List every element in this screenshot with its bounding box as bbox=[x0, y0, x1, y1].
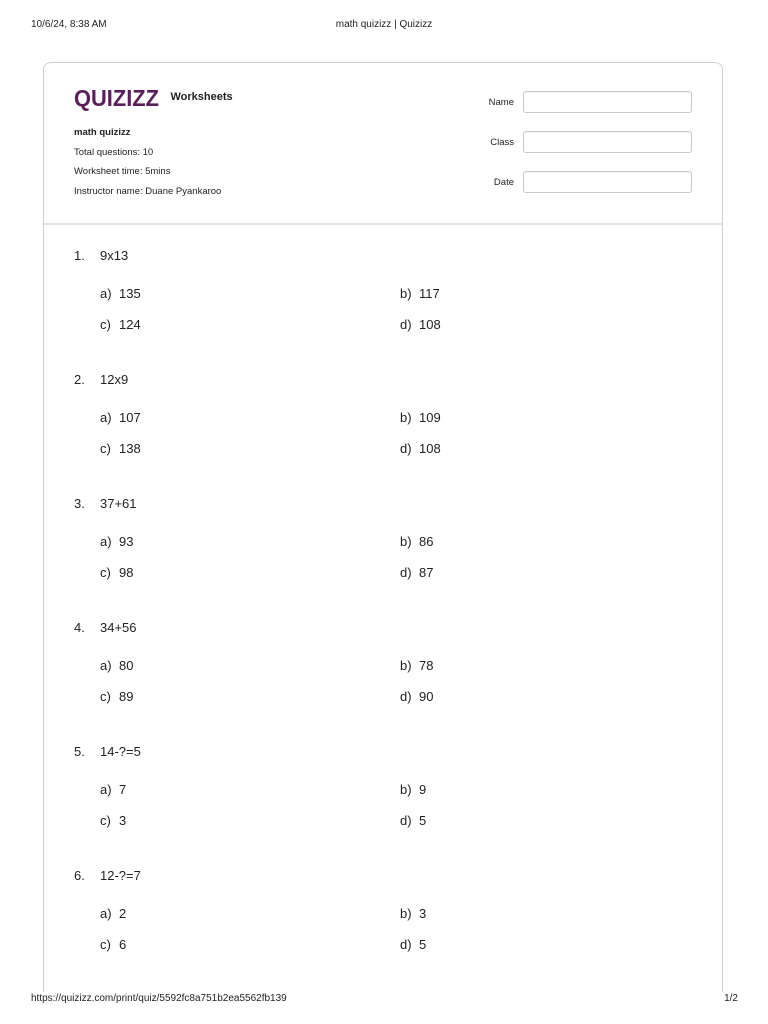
answer-option bbox=[400, 782, 426, 797]
option-letter: c) bbox=[100, 813, 111, 828]
option-letter: b) bbox=[400, 782, 412, 797]
option-value: 86 bbox=[419, 534, 434, 549]
option-letter: d) bbox=[400, 441, 412, 456]
option-letter: b) bbox=[400, 534, 412, 549]
question-item bbox=[44, 620, 722, 744]
answer-option bbox=[100, 782, 126, 797]
option-letter: d) bbox=[400, 317, 412, 332]
option-letter: c) bbox=[100, 565, 111, 580]
date-field[interactable] bbox=[523, 171, 692, 193]
answer-option bbox=[100, 410, 141, 425]
option-value: 109 bbox=[419, 410, 441, 425]
option-value: 108 bbox=[419, 317, 441, 332]
print-page-number: 1/2 bbox=[724, 993, 738, 1004]
option-letter: d) bbox=[400, 937, 412, 952]
question-number: 1. bbox=[74, 248, 85, 263]
answer-option bbox=[100, 534, 133, 549]
option-value: 87 bbox=[419, 565, 434, 580]
question-text: 37+61 bbox=[100, 496, 137, 511]
option-value: 80 bbox=[119, 658, 134, 673]
answer-option bbox=[100, 689, 133, 704]
question-item bbox=[44, 248, 722, 372]
question-text: 14-?=5 bbox=[100, 744, 141, 759]
option-value: 98 bbox=[119, 565, 134, 580]
option-value: 78 bbox=[419, 658, 434, 673]
question-list bbox=[44, 248, 722, 992]
answer-option bbox=[400, 658, 433, 673]
option-value: 90 bbox=[419, 689, 434, 704]
question-item bbox=[44, 372, 722, 496]
answer-option bbox=[400, 286, 440, 301]
answer-option bbox=[100, 317, 141, 332]
class-field[interactable] bbox=[523, 131, 692, 153]
total-questions: Total questions: 10 bbox=[74, 146, 154, 158]
question-number: 3. bbox=[74, 496, 85, 511]
option-letter: c) bbox=[100, 441, 111, 456]
option-letter: d) bbox=[400, 813, 412, 828]
brand-subtitle: Worksheets bbox=[170, 91, 233, 103]
answer-option bbox=[100, 565, 133, 580]
option-value: 117 bbox=[419, 286, 440, 301]
question-number: 2. bbox=[74, 372, 85, 387]
option-letter: b) bbox=[400, 286, 412, 301]
answer-option bbox=[400, 906, 426, 921]
option-letter: c) bbox=[100, 317, 111, 332]
print-url: https://quizizz.com/print/quiz/5592fc8a751b2ea5562fb139 bbox=[31, 993, 287, 1004]
worksheet-header bbox=[44, 63, 722, 225]
name-field-row bbox=[484, 91, 694, 115]
option-letter: d) bbox=[400, 565, 412, 580]
question-item bbox=[44, 496, 722, 620]
option-value: 108 bbox=[419, 441, 441, 456]
option-letter: b) bbox=[400, 410, 412, 425]
answer-option bbox=[400, 410, 441, 425]
quizizz-logo bbox=[74, 85, 160, 111]
name-label: Name bbox=[488, 97, 514, 108]
question-text: 12x9 bbox=[100, 372, 129, 387]
answer-option bbox=[400, 534, 433, 549]
option-value: 2 bbox=[119, 906, 127, 921]
option-letter: d) bbox=[400, 689, 412, 704]
print-footer bbox=[31, 993, 738, 1007]
answer-option bbox=[100, 658, 133, 673]
option-value: 89 bbox=[119, 689, 134, 704]
question-number: 4. bbox=[74, 620, 85, 635]
answer-option bbox=[400, 689, 433, 704]
option-value: 9 bbox=[419, 782, 427, 797]
answer-option bbox=[100, 286, 141, 301]
worksheet-card bbox=[43, 62, 723, 992]
date-label: Date bbox=[493, 177, 514, 188]
answer-option bbox=[400, 565, 433, 580]
option-letter: c) bbox=[100, 689, 111, 704]
option-letter: a) bbox=[100, 658, 112, 673]
brand bbox=[74, 85, 233, 111]
option-value: 107 bbox=[119, 410, 141, 425]
instructor-name: Instructor name: Duane Pyankaroo bbox=[74, 185, 222, 197]
option-letter: b) bbox=[400, 658, 412, 673]
worksheet-time: Worksheet time: 5mins bbox=[74, 166, 171, 177]
print-header bbox=[31, 19, 737, 33]
svg-text:QUIZIZZ: QUIZIZZ bbox=[74, 85, 159, 111]
answer-option bbox=[400, 441, 441, 456]
class-label: Class bbox=[490, 137, 514, 148]
answer-option bbox=[400, 937, 426, 952]
option-value: 5 bbox=[419, 937, 427, 952]
option-value: 5 bbox=[419, 813, 427, 828]
option-value: 3 bbox=[119, 813, 127, 828]
question-number: 5. bbox=[74, 744, 85, 759]
answer-option bbox=[100, 937, 126, 952]
option-letter: a) bbox=[100, 286, 112, 301]
date-field-row bbox=[484, 171, 694, 195]
option-value: 6 bbox=[119, 937, 127, 952]
question-text: 12-?=7 bbox=[100, 868, 141, 883]
option-value: 138 bbox=[119, 441, 141, 456]
print-datetime: 10/6/24, 8:38 AM bbox=[31, 19, 107, 30]
option-value: 135 bbox=[119, 286, 141, 301]
option-letter: c) bbox=[100, 937, 111, 952]
answer-option bbox=[100, 441, 141, 456]
option-letter: a) bbox=[100, 534, 112, 549]
option-letter: a) bbox=[100, 410, 112, 425]
question-item bbox=[44, 744, 722, 868]
question-text: 9x13 bbox=[100, 248, 129, 263]
option-letter: a) bbox=[100, 782, 112, 797]
option-value: 3 bbox=[419, 906, 427, 921]
class-field-row bbox=[484, 131, 694, 155]
print-page-title: math quizizz | Quizizz bbox=[335, 19, 433, 30]
option-value: 124 bbox=[119, 317, 141, 332]
option-value: 93 bbox=[119, 534, 134, 549]
question-text: 34+56 bbox=[100, 620, 137, 635]
option-letter: b) bbox=[400, 906, 412, 921]
question-item bbox=[44, 868, 722, 992]
worksheet-meta bbox=[74, 127, 221, 205]
question-number: 6. bbox=[74, 868, 85, 883]
option-letter: a) bbox=[100, 906, 112, 921]
name-field[interactable] bbox=[523, 91, 692, 113]
answer-option bbox=[400, 813, 426, 828]
worksheet-title: math quizizz bbox=[74, 127, 131, 138]
answer-option bbox=[100, 813, 126, 828]
answer-option bbox=[100, 906, 126, 921]
option-value: 7 bbox=[119, 782, 127, 797]
answer-option bbox=[400, 317, 441, 332]
